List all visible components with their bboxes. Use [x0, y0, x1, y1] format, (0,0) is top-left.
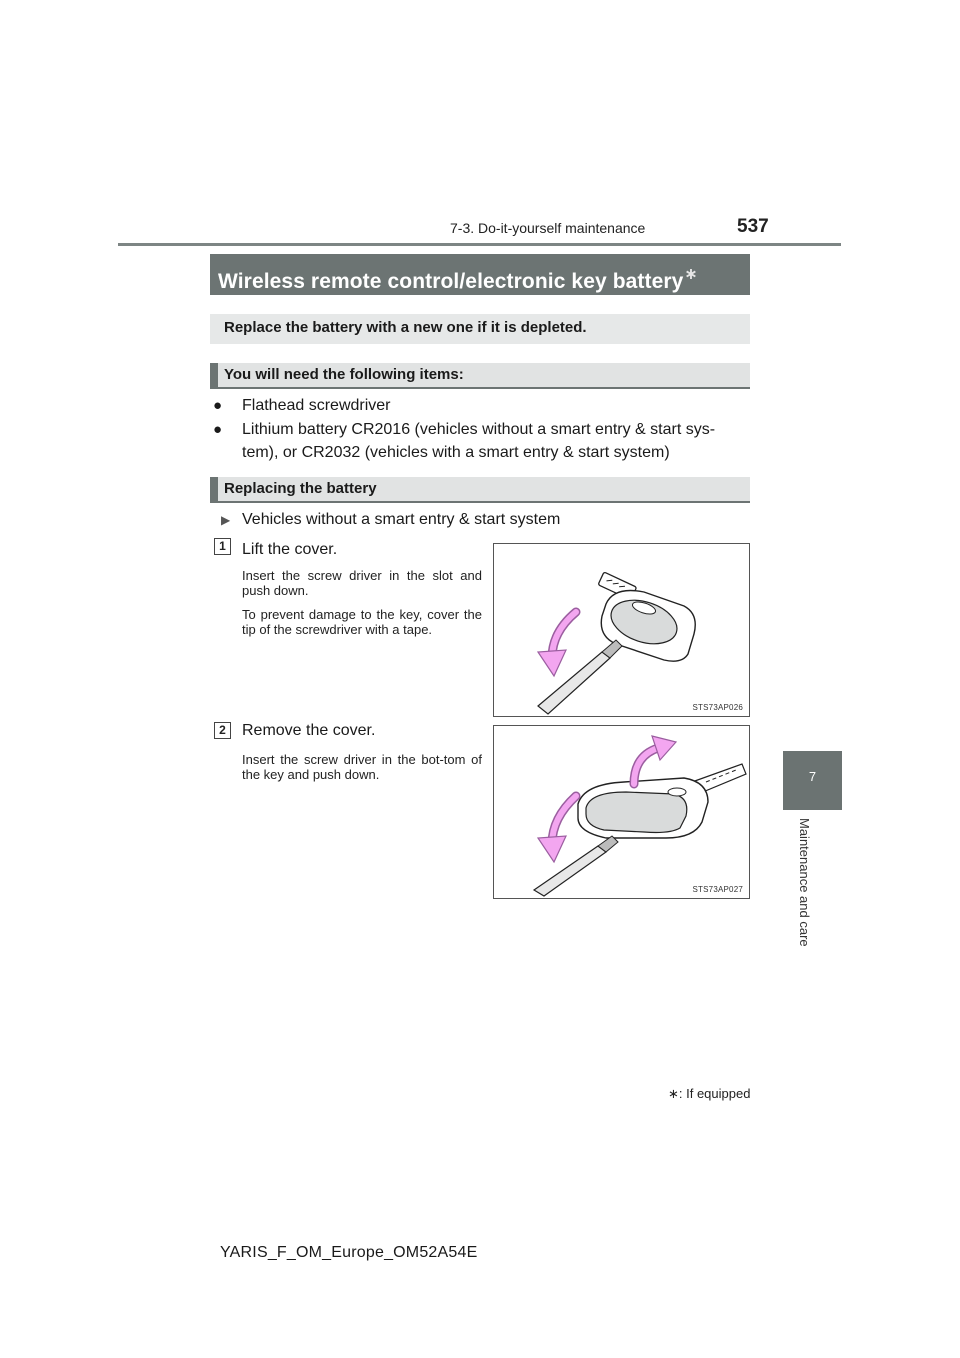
key-cover-illustration	[494, 544, 750, 717]
vehicle-note	[221, 511, 560, 529]
figure-code: STS73AP026	[692, 703, 743, 712]
bullet-icon: ●	[213, 397, 223, 414]
bullet-icon: ●	[213, 421, 223, 438]
figure-lift-cover	[493, 543, 750, 717]
list-item	[213, 397, 391, 415]
step-number-2: 2	[214, 722, 231, 739]
chapter-tab-number: 7	[808, 769, 817, 784]
list-item-text: Lithium battery CR2016 (vehicles without a smart entry & start sys-	[242, 421, 716, 438]
chapter-tab-label: Maintenance and care	[797, 818, 812, 947]
triangle-right-icon: ▶	[221, 513, 231, 527]
vehicle-note-text: Vehicles without a smart entry & start system	[242, 511, 561, 528]
step-description	[242, 568, 482, 646]
chapter-tab[interactable]	[783, 751, 842, 810]
header-divider	[118, 243, 841, 246]
step-number-1: 1	[214, 538, 231, 555]
page-title-text: Wireless remote control/electronic key battery	[218, 270, 684, 293]
document-code: YARIS_F_OM_Europe_OM52A54E	[220, 1244, 478, 1261]
list-item	[213, 421, 715, 439]
footnote: ∗: If equipped	[668, 1086, 751, 1101]
step-description	[242, 752, 482, 791]
items-heading: You will need the following items:	[210, 363, 750, 389]
step-detail: Insert the screw driver in the bot-tom of the key and push down.	[242, 752, 482, 782]
step-detail: To prevent damage to the key, cover the tip of the screwdriver with a tape.	[242, 607, 482, 637]
page-title	[210, 254, 750, 295]
step-detail: Insert the screw driver in the slot and push down.	[242, 568, 482, 598]
asterisk-icon: ∗	[684, 266, 698, 283]
step-heading: Remove the cover.	[242, 722, 376, 739]
step-heading: Lift the cover.	[242, 541, 338, 558]
list-item-continuation: tem), or CR2032 (vehicles with a smart entry & start system)	[242, 444, 670, 461]
list-item-text: Flathead screwdriver	[242, 397, 391, 414]
replace-heading: Replacing the battery	[210, 477, 750, 503]
intro-box: Replace the battery with a new one if it is depleted.	[210, 314, 750, 344]
page-number: 537	[737, 216, 769, 237]
section-reference: 7-3. Do-it-yourself maintenance	[450, 220, 646, 236]
key-removal-illustration	[494, 726, 750, 899]
figure-code: STS73AP027	[692, 885, 743, 894]
figure-remove-cover	[493, 725, 750, 899]
